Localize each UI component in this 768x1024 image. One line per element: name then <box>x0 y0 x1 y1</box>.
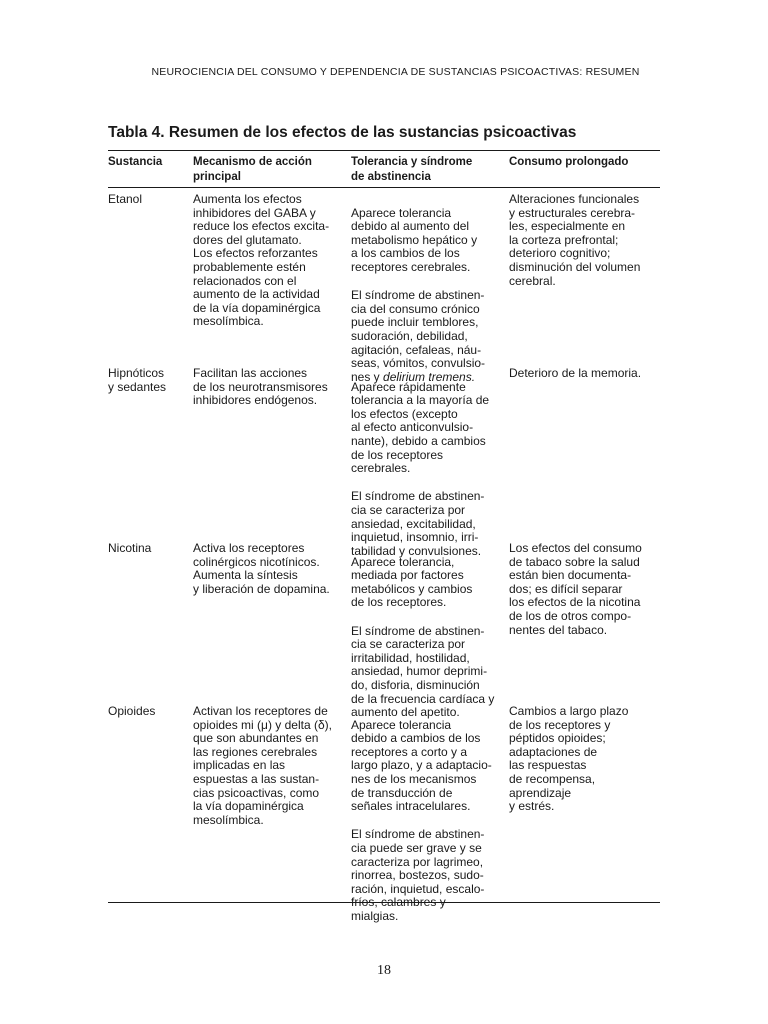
row-hipnoticos-mechanism: Facilitan las acciones de los neurotransmisores inhibidores endógenos. <box>193 366 328 408</box>
running-header <box>0 66 768 78</box>
running-header-text: NEUROCIENCIA DEL CONSUMO Y DEPENDENCIA DE SUSTANCIAS PSICOACTIVAS: RESUMEN <box>151 66 640 78</box>
column-header-substance: Sustancia <box>108 156 163 168</box>
table-header-rule <box>108 187 660 188</box>
row-etanol-prolonged: Alteraciones funcionales y estructurales cerebra- les, especialmente en la corteza prefrontal; deterioro cognitivo; disminución del volumen cerebral. <box>509 192 641 288</box>
row-hipnoticos-tolerance-para-1: Aparece rápidamente tolerancia a la mayoría de los efectos (excepto al efecto anticonvulsio- nante), debido a cambios de los receptores cerebrales. <box>351 379 490 476</box>
row-opioides-tolerance <box>351 705 501 937</box>
table-title: Tabla 4. Resumen de los efectos de las sustancias psicoactivas <box>108 124 577 141</box>
table-top-rule <box>108 150 660 151</box>
row-hipnoticos-tolerance-para-2: El síndrome de abstinen- cia se caracteriza por ansiedad, excitabilidad, inquietud, insomnio, irri- tabilidad y convulsiones. <box>351 489 485 558</box>
row-opioides-prolonged: Cambios a largo plazo de los receptores y péptidos opioides; adaptaciones de las respuestas de recompensa, aprendizaje y estrés. <box>509 704 629 814</box>
row-nicotina-tolerance-para-1: Aparece tolerancia, mediada por factores metabólicos y cambios de los receptores. <box>351 554 473 610</box>
row-hipnoticos-prolonged: Deterioro de la memoria. <box>509 366 642 380</box>
row-etanol-substance: Etanol <box>108 192 143 206</box>
row-opioides-substance: Opioides <box>108 704 156 718</box>
row-opioides-tolerance-para-2: El síndrome de abstinen- cia puede ser grave y se caracteriza por lagrimeo, rinorrea, bostezos, sudo- ración, inquietud, escalo- fríos, calambres y mialgias. <box>351 827 485 923</box>
column-header-mechanism: Mecanismo de acción principal <box>193 156 312 183</box>
row-etanol-mechanism: Aumenta los efectos inhibidores del GABA y reduce los efectos excita- dores del glutamato. Los efectos reforzantes probablemente estén relacionados con el aumento de la actividad de la vía dopaminérgica mesolímbica. <box>193 192 330 329</box>
row-etanol-tolerance-para-1: Aparece tolerancia debido al aumento del metabolismo hepático y a los cambios de los receptores cerebrales. <box>351 205 478 274</box>
row-etanol-delirium-tremens: delirium tremens. <box>383 369 476 384</box>
row-opioides-tolerance-para-1: Aparece tolerancia debido a cambios de los receptores a corto y a largo plazo, y a adaptacio- nes de los mecanismos de transducción de señales intracelulares. <box>351 717 492 814</box>
row-nicotina-tolerance-para-2: El síndrome de abstinen- cia se caracteriza por irritabilidad, hostilidad, ansiedad, humor deprimi- do, disforia, disminución de la frecuencia cardíaca y aumento del apetito. <box>351 623 495 720</box>
row-nicotina-substance: Nicotina <box>108 541 152 555</box>
row-hipnoticos-substance: Hipnóticos y sedantes <box>108 366 167 394</box>
row-etanol-tolerance-text: El síndrome de abstinen- cia del consumo crónico puede incluir temblores, sudoración, debilidad, agitación, cefaleas, náu- seas, vómitos, convulsio- nes y <box>351 288 486 384</box>
row-opioides-mechanism: Activan los receptores de opioides mi (μ) y delta (δ), que son abundantes en las regiones cerebrales implicadas en las espuestas a las sustan- cias psicoactivas, como la vía dopaminérgica mesolímbica. <box>193 704 332 827</box>
page-number: 18 <box>377 963 391 978</box>
column-header-prolonged-use: Consumo prolongado <box>509 156 629 168</box>
row-nicotina-prolonged: Los efectos del consumo de tabaco sobre la salud están bien documenta- dos; es difícil separar los efectos de la nicotina de los de otros compo- nentes del tabaco. <box>509 541 642 637</box>
column-header-tolerance: Tolerancia y síndrome de abstinencia <box>351 156 473 183</box>
row-nicotina-mechanism: Activa los receptores colinérgicos nicotínicos. Aumenta la síntesis y liberación de dopamina. <box>193 541 330 596</box>
